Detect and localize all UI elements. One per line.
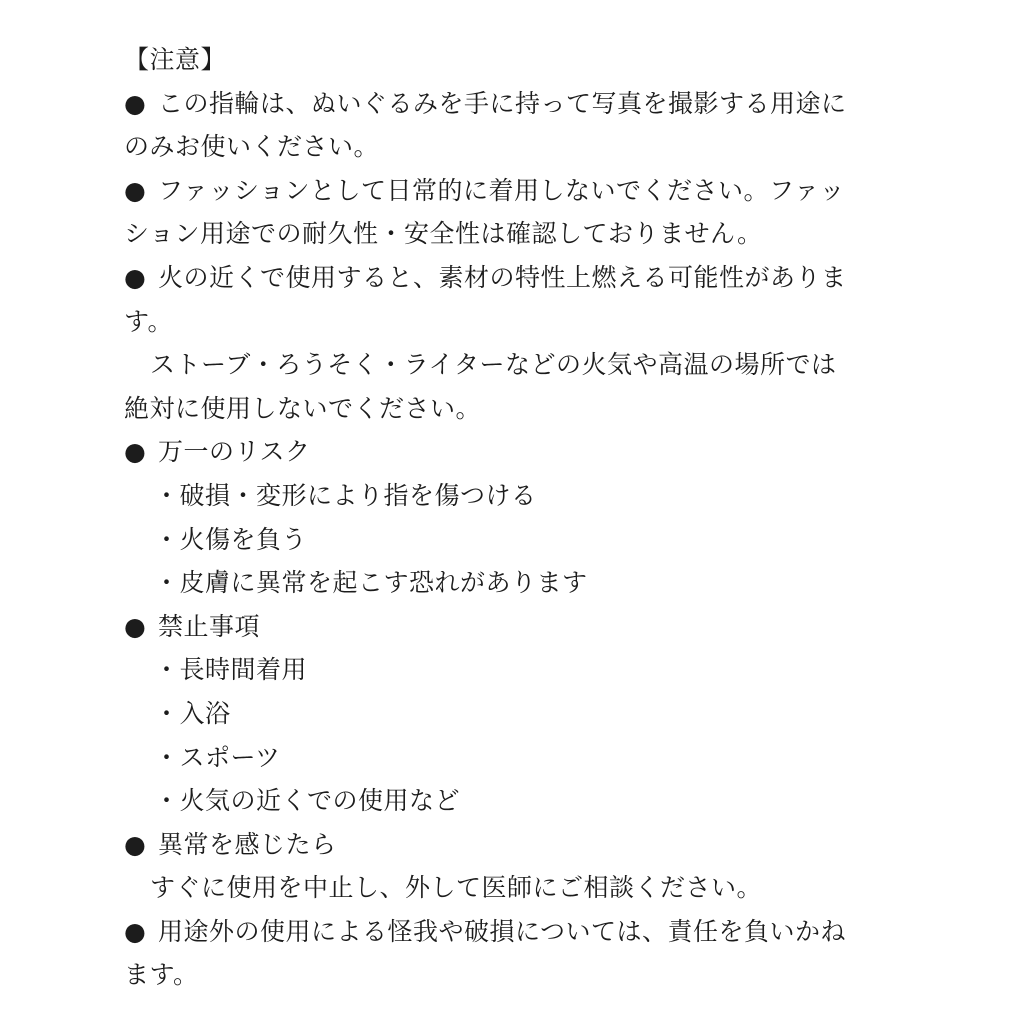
notice-line: ● 異常を感じたら: [124, 823, 914, 867]
prohibited-item: ・火気の近くでの使用など: [154, 786, 461, 816]
notice-line: ます。: [124, 960, 199, 990]
notice-line: 絶対に使用しないでください。: [124, 393, 482, 423]
notice-line: ● 禁止事項: [124, 605, 914, 649]
bullet-dot-icon: ●: [124, 437, 147, 467]
risk-item: ・火傷を負う: [154, 524, 308, 554]
notice-line: す。: [124, 306, 174, 336]
risk-item: ・破損・変形により指を傷つける: [154, 480, 537, 510]
bullet-dot-icon: ●: [124, 916, 147, 946]
notice-line: ● 火の近くで使用すると、素材の特性上燃える可能性がありま: [124, 256, 914, 300]
notice-line: すぐに使用を中止し、外して医師にご相談ください。: [150, 873, 763, 903]
notice-line: ストーブ・ろうそく・ライターなどの火気や高温の場所では: [150, 350, 837, 380]
notice-heading: 【注意】: [124, 45, 227, 74]
prohibited-item: ・入浴: [154, 698, 231, 728]
notice-line: ション用途での耐久性・安全性は確認しておりません。: [124, 219, 763, 249]
notice-line: ● この指輪は、ぬいぐるみを手に持って写真を撮影する用途に: [124, 82, 914, 126]
risk-item: ・皮膚に異常を起こす恐れがあります: [154, 568, 588, 598]
bullet-dot-icon: ●: [124, 829, 147, 859]
prohibited-item: ・長時間着用: [154, 655, 308, 685]
notice-line: ● 用途外の使用による怪我や破損については、責任を負いかね: [124, 910, 914, 954]
notice-line: ● ファッションとして日常的に着用しないでください。ファッ: [124, 169, 914, 213]
notice-document: [124, 38, 914, 997]
bullet-dot-icon: ●: [124, 88, 147, 118]
prohibited-item: ・スポーツ: [154, 742, 281, 772]
bullet-dot-icon: ●: [124, 262, 147, 292]
bullet-dot-icon: ●: [124, 611, 147, 641]
notice-line: のみお使いください。: [124, 132, 380, 162]
notice-line: ● 万一のリスク: [124, 430, 914, 474]
bullet-dot-icon: ●: [124, 175, 147, 205]
